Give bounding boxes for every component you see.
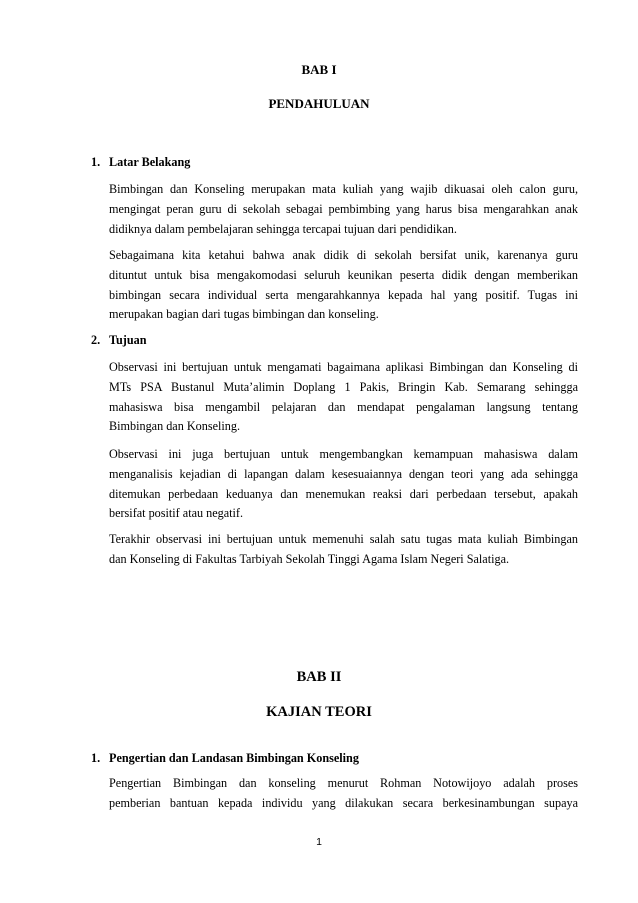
paragraph [109,530,578,570]
paragraph [109,246,578,325]
text-line: Bimbingan dan Konseling merupakan mata kuliah yang wajib dikuasai oleh calon guru, [109,182,578,196]
chapter-number: BAB I [301,62,337,77]
section-heading [91,751,359,766]
text-line: bimbingan secara individual serta mengarahkannya kepada hal yang positif. Tugas ini [109,287,578,302]
paragraph [109,774,578,814]
section-heading [91,333,147,348]
text-line: Pengertian Bimbingan dan konseling menurut Rohman Notowijoyo adalah proses [109,776,578,790]
text-line: bersifat positif atau negatif. [109,506,244,521]
chapter-number: BAB II [296,669,342,685]
section-title: Latar Belakang [109,155,191,169]
section-number: 1. [91,751,101,765]
text-line: merupakan bagian dari tugas bimbingan dan konseling. [109,307,379,322]
text-line: ditemukan perbedaan keduanya dan menemukan reaksi dari perbedaan tersebut, apakah [109,486,578,501]
paragraph [109,445,578,524]
chapter-title: KAJIAN TEORI [266,704,372,720]
section-title: Tujuan [109,333,147,347]
text-line: Observasi ini juga bertujuan untuk mengembangkan kemampuan mahasiswa dalam [109,447,578,461]
section-heading [91,155,190,170]
text-line: pemberian bantuan kepada individu yang dilakukan secara berkesinambungan supaya [109,795,578,810]
section-number: 2. [91,333,101,347]
text-line: dan Konseling di Fakultas Tarbiyah Sekolah Tinggi Agama Islam Negeri Salatiga. [109,551,510,566]
chapter-title: PENDAHULUAN [268,96,370,111]
section-number: 1. [91,155,101,169]
text-line: MTs PSA Bustanul Muta’alimin Doplang 1 Pakis, Bringin Kab. Semarang sehingga [109,379,578,394]
section-title: Pengertian dan Landasan Bimbingan Konseling [109,751,359,765]
text-line: Bimbingan dan Konseling. [109,419,241,434]
text-line: dituntut untuk bisa mengakomodasi seluruh keunikan peserta didik dengan memberikan [109,267,578,282]
paragraph [109,180,578,239]
text-line: mengingat peran guru di sekolah sebagai pembimbing yang harus bisa mengarahkan anak [109,201,578,216]
text-line: Sebagaimana kita ketahui bahwa anak didik di sekolah bersifat unik, karenanya guru [109,248,578,262]
text-line: Observasi ini bertujuan untuk mengamati bagaimana aplikasi Bimbingan dan Konseling di [109,360,578,374]
text-line: menganalisis kejadian di lapangan dalam kesesuaiannya dengan teori yang ada sehingga [109,466,578,481]
text-line: Terakhir observasi ini bertujuan untuk memenuhi salah satu tugas mata kuliah Bimbingan [109,532,578,546]
paragraph [109,358,578,437]
text-line: didiknya dalam pembelajaran sehingga tercapai tujuan dari pendidikan. [109,221,457,236]
page-number: 1 [316,836,322,848]
text-line: mahasiswa bisa mengambil pelajaran dan mendapat pengalaman langsung tentang [109,399,578,414]
